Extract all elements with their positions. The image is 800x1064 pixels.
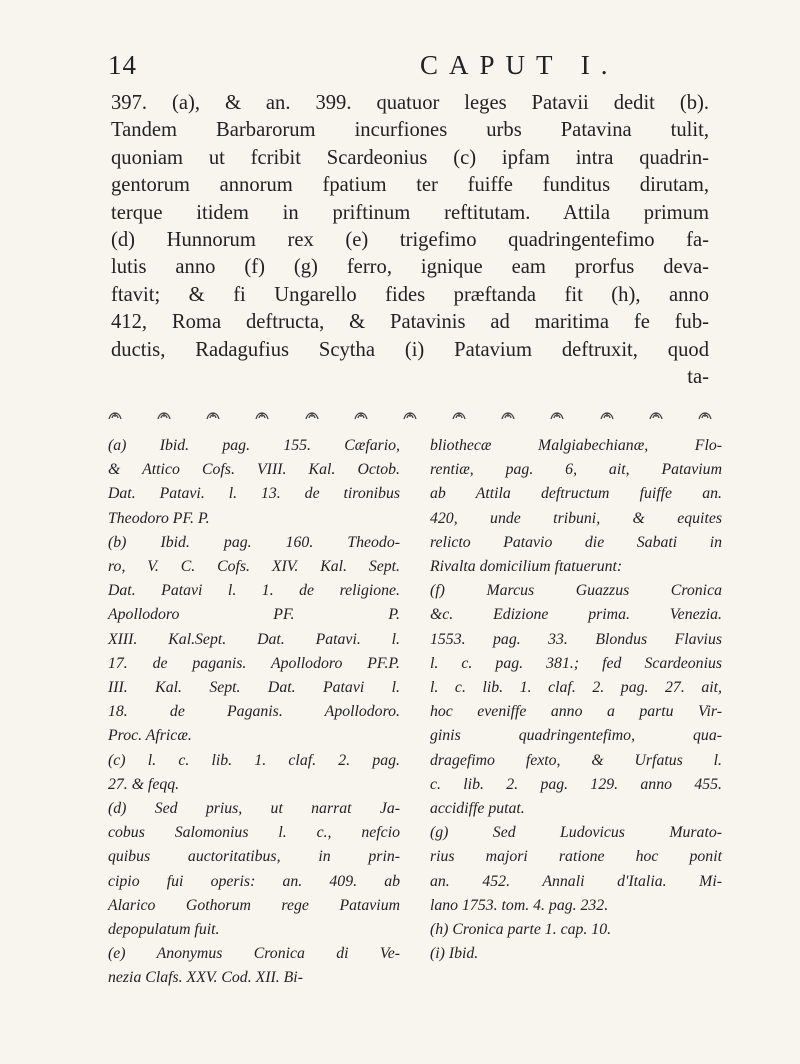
text-line: 397. (a), & an. 399. quatuor leges Patavii dedit (b). — [111, 92, 709, 114]
fleuron-icon — [698, 408, 712, 420]
footnote-line: 17. de paganis. Apollodoro PF.P. — [108, 654, 400, 672]
footnote-line: l. c. pag. 381.; fed Scardeonius — [430, 654, 722, 672]
running-head: CAPUT I. — [420, 50, 619, 80]
fleuron-icon — [206, 408, 220, 420]
text-line: terque itidem in priftinum reftitutam. Attila primum — [111, 201, 709, 224]
footnote-line: (d) Sed prius, ut narrat Ja- — [108, 800, 400, 818]
text-line: ftavit; & fi Ungarello fides præftanda fit (h), anno — [111, 283, 709, 306]
ornament-divider — [108, 408, 712, 422]
footnote-line: bliothecæ Malgiabechianæ, Flo- — [430, 437, 722, 454]
footnote-line: rentiæ, pag. 6, ait, Patavium — [430, 461, 722, 479]
footnote-line: lano 1753. tom. 4. pag. 232. — [430, 896, 609, 914]
footnote-line: Apollodoro PF. P. — [108, 606, 400, 624]
footnote-line: 27. & feqq. — [108, 775, 180, 793]
footnote-line: c. lib. 2. pag. 129. anno 455. — [430, 775, 722, 793]
fleuron-icon — [108, 408, 122, 420]
footnote-line: l. c. lib. 1. claf. 2. pag. 27. ait, — [430, 679, 722, 697]
text-line: gentorum annorum fpatium ter fuiffe funditus dirutam, — [111, 174, 709, 197]
fleuron-icon — [649, 408, 663, 420]
page-header — [108, 50, 728, 90]
footnote-line: (a) Ibid. pag. 155. Cæfario, — [108, 437, 400, 454]
footnote-line: ginis quadringentefimo, qua- — [430, 727, 722, 745]
footnote-line: (b) Ibid. pag. 160. Theodo- — [108, 533, 400, 551]
footnote-line: Rivalta domicilium ftatuerunt: — [430, 558, 623, 576]
page-number: 14 — [108, 50, 137, 80]
main-text — [111, 90, 709, 391]
footnotes — [108, 434, 722, 987]
footnotes-right-column — [430, 434, 722, 966]
footnote-line: (e) Anonymus Cronica di Ve- — [108, 945, 400, 963]
footnote-line: cipio fui operis: an. 409. ab — [108, 872, 400, 890]
footnote-line: &c. Edizione prima. Venezia. — [430, 606, 722, 624]
footnote-line: an. 452. Annali d'Italia. Mi- — [430, 872, 722, 890]
footnote-line: (h) Cronica parte 1. cap. 10. — [430, 921, 612, 939]
text-line: 412, Roma deftructa, & Patavinis ad maritima fe fub- — [111, 311, 709, 334]
fleuron-icon — [403, 408, 417, 420]
footnote-line: 1553. pag. 33. Blondus Flavius — [430, 630, 722, 648]
footnote-line: 420, unde tribuni, & equites — [430, 509, 722, 527]
footnote-line: nezia Clafs. XXV. Cod. XII. Bi- — [108, 969, 303, 987]
fleuron-icon — [501, 408, 515, 420]
footnote-line: Theodoro PF. P. — [108, 509, 210, 527]
fleuron-icon — [255, 408, 269, 420]
footnote-line: Proc. Africæ. — [108, 727, 192, 745]
footnote-line: & Attico Cofs. VIII. Kal. Octob. — [108, 461, 400, 479]
fleuron-icon — [452, 408, 466, 420]
catchword: ta- — [687, 366, 709, 389]
footnote-line: cobus Salomonius l. c., nefcio — [108, 824, 400, 842]
footnotes-left-column — [108, 434, 400, 991]
footnote-line: Dat. Patavi. l. 13. de tironibus — [108, 485, 400, 503]
fleuron-icon — [157, 408, 171, 420]
footnote-line: (f) Marcus Guazzus Cronica — [430, 582, 722, 600]
text-line: (d) Hunnorum rex (e) trigefimo quadringentefimo fa- — [111, 229, 709, 252]
footnote-line: rius majori ratione hoc ponit — [430, 848, 722, 866]
footnote-line: accidiffe putat. — [430, 800, 525, 818]
footnote-line: III. Kal. Sept. Dat. Patavi l. — [108, 679, 400, 697]
footnote-line: Dat. Patavi l. 1. de religione. — [108, 582, 400, 600]
footnote-line: depopulatum fuit. — [108, 921, 220, 939]
footnote-line: ro, V. C. Cofs. XIV. Kal. Sept. — [108, 558, 400, 576]
fleuron-icon — [600, 408, 614, 420]
footnote-line: (i) Ibid. — [430, 945, 479, 963]
fleuron-icon — [550, 408, 564, 420]
text-line: ductis, Radagufius Scytha (i) Patavium deftruxit, quod — [111, 338, 709, 361]
footnote-line: hoc eveniffe anno a partu Vir- — [430, 703, 722, 721]
text-line: Tandem Barbarorum incurfiones urbs Patavina tulit, — [111, 119, 709, 142]
footnote-line: 18. de Paganis. Apollodoro. — [108, 703, 400, 721]
footnote-line: (c) l. c. lib. 1. claf. 2. pag. — [108, 751, 400, 769]
footnote-line: ab Attila deftructum fuiffe an. — [430, 485, 722, 503]
fleuron-icon — [354, 408, 368, 420]
footnote-line: quibus auctoritatibus, in prin- — [108, 848, 400, 866]
footnote-line: relicto Patavio die Sabati in — [430, 533, 722, 551]
footnote-line: Alarico Gothorum rege Patavium — [108, 896, 400, 914]
footnote-line: XIII. Kal.Sept. Dat. Patavi. l. — [108, 630, 400, 648]
footnote-line: dragefimo fexto, & Urfatus l. — [430, 751, 722, 769]
fleuron-icon — [305, 408, 319, 420]
footnote-line: (g) Sed Ludovicus Murato- — [430, 824, 722, 842]
text-line: lutis anno (f) (g) ferro, ignique eam prorfus deva- — [111, 256, 709, 279]
text-line: quoniam ut fcribit Scardeonius (c) ipfam intra quadrin- — [111, 146, 709, 169]
